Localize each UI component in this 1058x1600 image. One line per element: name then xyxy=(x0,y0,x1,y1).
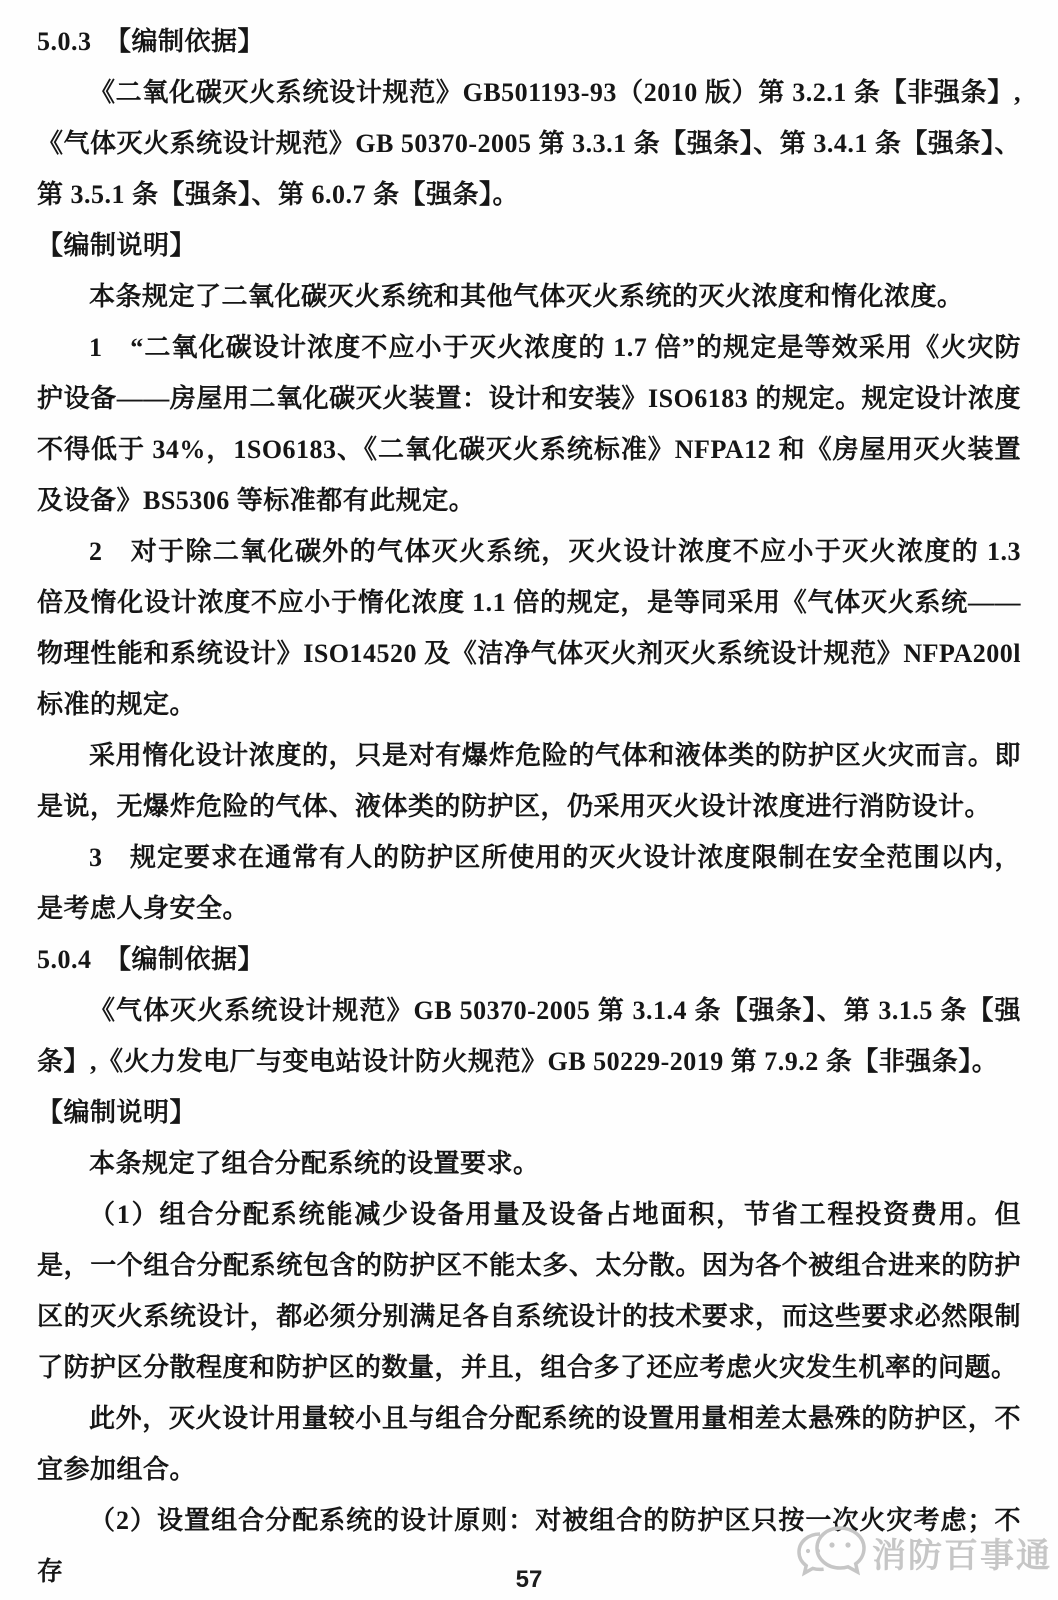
watermark-text: 消防百事通 xyxy=(872,1537,1052,1575)
paragraph: 2 对于除二氧化碳外的气体灭火系统，灭火设计浓度不应小于灭火浓度的 1.3 倍及惰化设计浓度不应小于惰化浓度 1.1 倍的规定，是等同采用《气体灭火系统——物理性能和系统设计》ISO14520 及《洁净气体灭火剂灭火系统设计规范》NFPA200l 标准的规定。 xyxy=(37,537,1021,719)
paragraph: 本条规定了组合分配系统的设置要求。 xyxy=(89,1149,540,1178)
paragraph: 《二氧化碳灭火系统设计规范》GB501193-93（2010 版）第 3.2.1 条【非强条】,《气体灭火系统设计规范》GB 50370-2005 第 3.3.1 条【强条】、第 3.4.1 条【强条】、第 3.5.1 条【强条】、第 6.0.7 条【强条】。 xyxy=(37,78,1021,209)
paragraph: 采用惰化设计浓度的，只是对有爆炸危险的气体和液体类的防护区火灾而言。即是说，无爆炸危险的气体、液体类的防护区，仍采用灭火设计浓度进行消防设计。 xyxy=(37,741,1021,821)
section-heading: 5.0.3 【编制依据】 xyxy=(37,27,265,56)
paragraph: 此外，灭火设计用量较小且与组合分配系统的设置用量相差太悬殊的防护区，不宜参加组合。 xyxy=(37,1404,1021,1484)
paragraph: 1 “二氧化碳设计浓度不应小于灭火浓度的 1.7 倍”的规定是等效采用《火灾防护设备——房屋用二氧化碳灭火装置：设计和安装》ISO6183 的规定。规定设计浓度不得低于 34%，1SO6183、《二氧化碳灭火系统标准》NFPA12 和《房屋用灭火装置及设备》BS5306 等标准都有此规定。 xyxy=(37,333,1021,515)
paragraph: 本条规定了二氧化碳灭火系统和其他气体灭火系统的灭火浓度和惰化浓度。 xyxy=(89,282,964,311)
section-heading: 【编制说明】 xyxy=(37,1098,197,1127)
document-body xyxy=(37,16,1021,1597)
page-number: 57 xyxy=(515,1566,543,1593)
paragraph: （2）设置组合分配系统的设计原则：对被组合的防护区只按一次火灾考虑；不存 xyxy=(37,1506,1021,1586)
section-heading: 5.0.4 【编制依据】 xyxy=(37,945,265,974)
section-heading: 【编制说明】 xyxy=(37,231,197,260)
paragraph: 《气体灭火系统设计规范》GB 50370-2005 第 3.1.4 条【强条】、第 3.1.5 条【强条】,《火力发电厂与变电站设计防火规范》GB 50229-2019 第 7.9.2 条【非强条】。 xyxy=(37,996,1021,1076)
paragraph: 3 规定要求在通常有人的防护区所使用的灭火设计浓度限制在安全范围以内，是考虑人身安全。 xyxy=(37,843,1021,923)
paragraph: （1）组合分配系统能减少设备用量及设备占地面积，节省工程投资费用。但是，一个组合分配系统包含的防护区不能太多、太分散。因为各个被组合进来的防护区的灭火系统设计，都必须分别满足各自系统设计的技术要求，而这些要求必然限制了防护区分散程度和防护区的数量，并且，组合多了还应考虑火灾发生机率的问题。 xyxy=(37,1200,1021,1382)
